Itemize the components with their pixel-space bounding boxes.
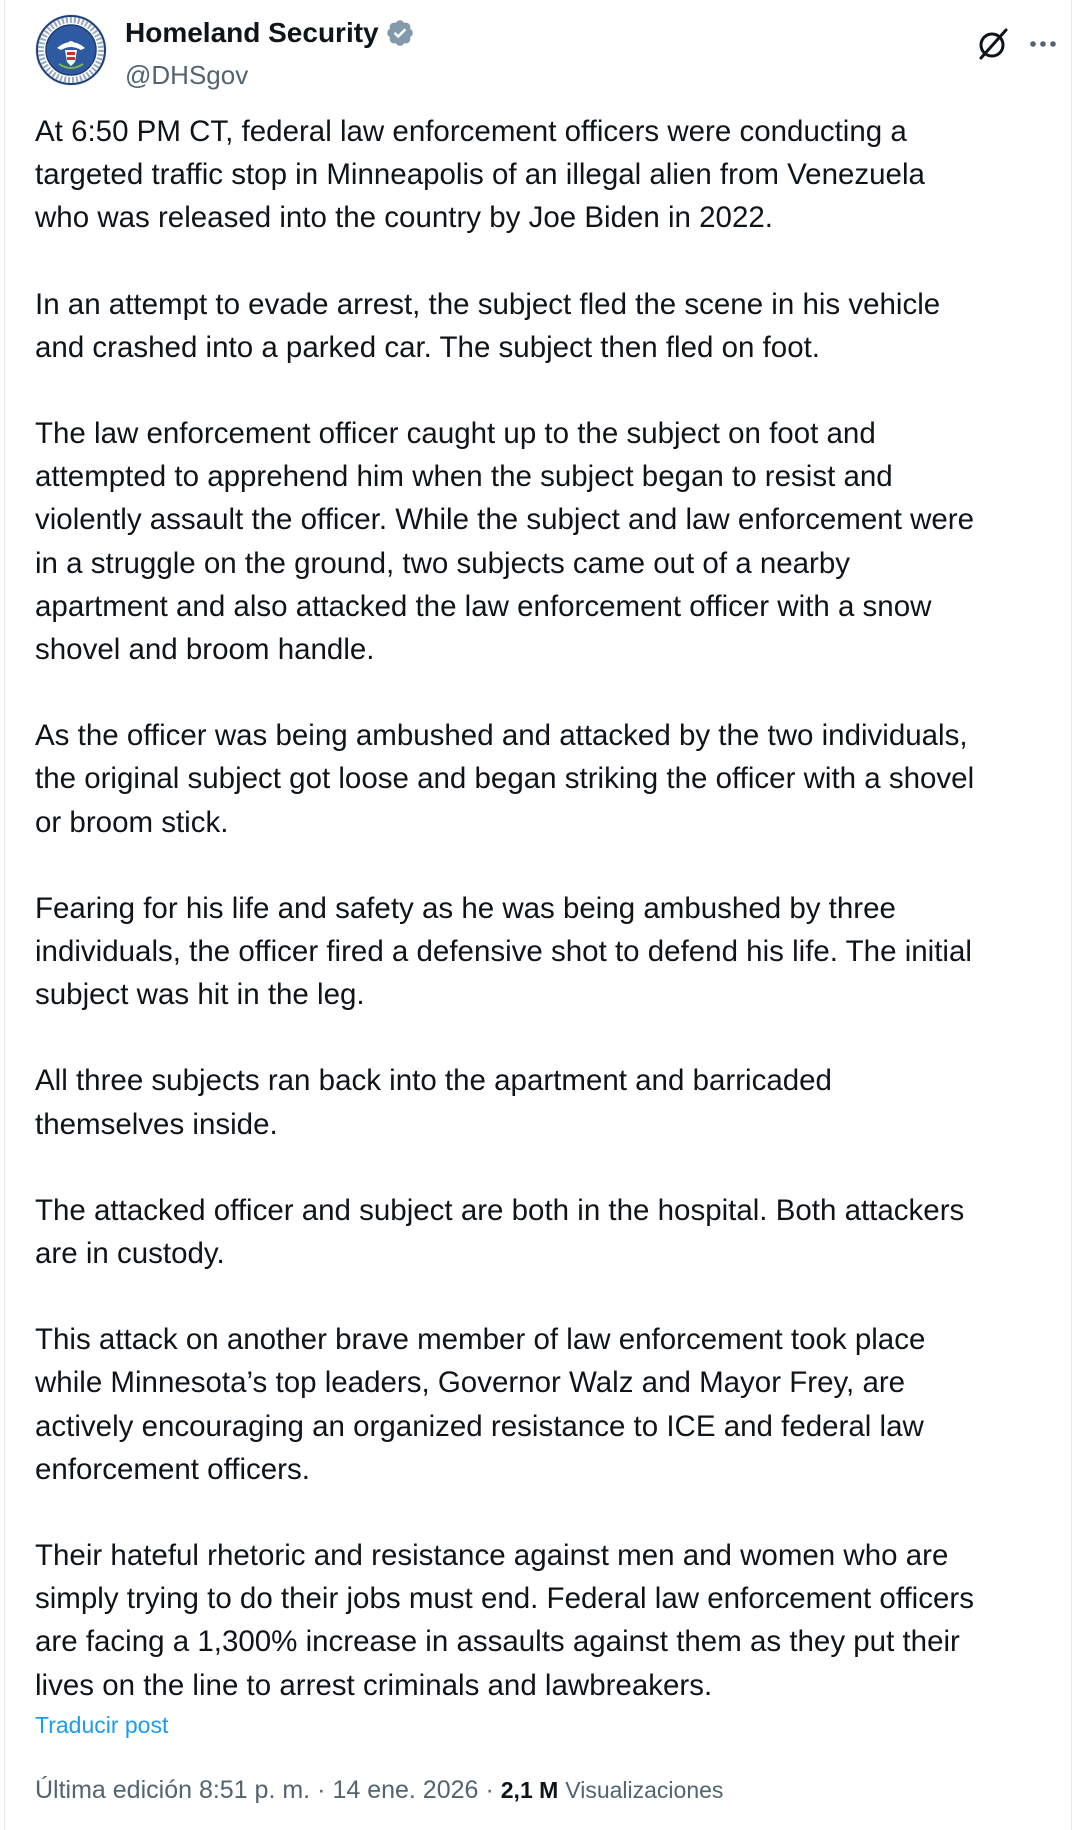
author-display-name[interactable]: Homeland Security xyxy=(125,17,379,48)
verified-badge-icon[interactable] xyxy=(385,18,415,48)
post-text xyxy=(35,110,1055,1707)
views-count[interactable]: 2,1 M xyxy=(500,1777,559,1803)
dhs-seal-icon xyxy=(35,14,107,86)
more-options-icon[interactable] xyxy=(1025,26,1061,62)
post-paragraph: At 6:50 PM CT, federal law enforcement officers were conducting a targeted traffic stop in Minneapolis of an illegal alien from Venezuela who was released into the country by Joe Biden in 2022. xyxy=(35,115,925,235)
post-paragraph: Fearing for his life and safety as he was being ambushed by three individuals, the officer fired a defensive shot to defend his life. The initial subject was hit in the leg. xyxy=(35,891,972,1012)
post-paragraph: The attacked officer and subject are both in the hospital. Both attackers are in custody. xyxy=(35,1193,965,1271)
post-paragraph: This attack on another brave member of law enforcement took place while Minnesota’s top leaders, Governor Walz and Mayor Frey, are actively encouraging an organized resistance to ICE and federal law enforcement officers. xyxy=(35,1323,926,1486)
views-label: Visualizaciones xyxy=(565,1777,724,1803)
author-name-row xyxy=(125,16,415,50)
post-paragraph: The law enforcement officer caught up to the subject on foot and attempted to apprehend him when the subject began to resist and violently assault the officer. While the subject and law enforcement were in a struggle on the ground, two subjects came out of a nearby apartment and also attacked the law enforcement officer with a snow shovel and broom handle. xyxy=(35,417,975,667)
post-paragraph: Their hateful rhetoric and resistance against men and women who are simply trying to do their jobs must end. Federal law enforcement officers are facing a 1,300% increase in assaults against them as they put their lives on the line to arrest criminals and lawbreakers. xyxy=(35,1539,974,1702)
separator: · xyxy=(317,1776,326,1804)
separator: · xyxy=(485,1776,494,1804)
post-paragraph: In an attempt to evade arrest, the subject fled the scene in his vehicle and crashed into a parked car. The subject then fled on foot. xyxy=(35,287,941,364)
post-paragraph: All three subjects ran back into the apartment and barricaded themselves inside. xyxy=(35,1064,832,1141)
translate-post-link[interactable]: Traducir post xyxy=(35,1712,169,1738)
avatar[interactable] xyxy=(35,14,107,86)
last-edit-timestamp[interactable]: Última edición 8:51 p. m. xyxy=(35,1776,311,1804)
post-header xyxy=(35,12,1045,88)
post-card xyxy=(4,0,1072,1830)
post-date[interactable]: 14 ene. 2026 xyxy=(332,1776,479,1804)
post-paragraph: As the officer was being ambushed and attacked by the two individuals, the original subject got loose and began striking the officer with a shovel or broom stick. xyxy=(35,719,975,839)
grok-icon[interactable] xyxy=(975,26,1011,62)
author-handle[interactable]: @DHSgov xyxy=(125,60,249,90)
post-metadata xyxy=(35,1776,723,1805)
